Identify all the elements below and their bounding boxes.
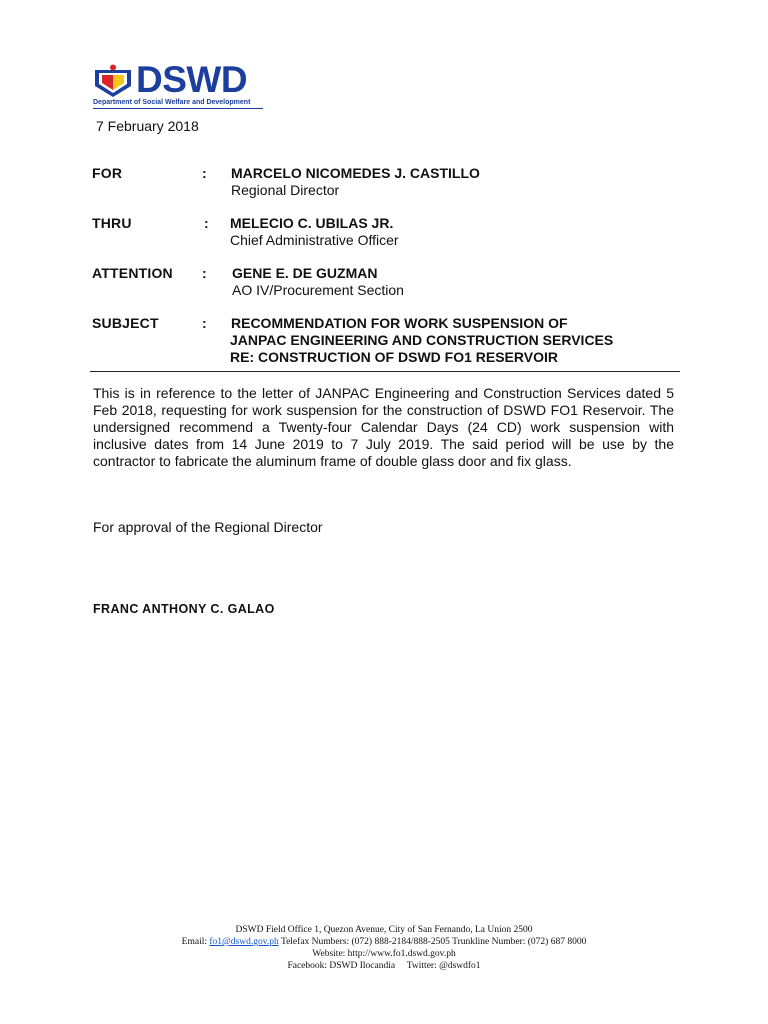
thru-colon: : [204, 215, 209, 231]
for-colon: : [202, 165, 207, 181]
subject-line: RE: CONSTRUCTION OF DSWD FO1 RESERVOIR [230, 349, 558, 365]
attention-colon: : [202, 265, 207, 281]
logo-subtitle: Department of Social Welfare and Development [93, 99, 251, 106]
subject-colon: : [202, 315, 207, 331]
dswd-logo [92, 59, 264, 110]
page-footer [0, 924, 768, 972]
footer-email-link[interactable]: fo1@dswd.gov.ph [209, 937, 279, 947]
for-label: FOR [92, 165, 123, 181]
subject-line: JANPAC ENGINEERING AND CONSTRUCTION SERVICES [230, 332, 614, 348]
memo-date: 7 February 2018 [96, 118, 199, 134]
logo-wordmark: DSWD [136, 59, 248, 100]
signatory-name: FRANC ANTHONY C. GALAO [93, 602, 275, 616]
footer-website: Website: http://www.fo1.dswd.gov.ph [312, 949, 456, 959]
subject-divider [90, 371, 680, 372]
approval-line: For approval of the Regional Director [93, 519, 323, 535]
attention-label: ATTENTION [92, 265, 173, 281]
thru-title: Chief Administrative Officer [230, 232, 399, 248]
body-paragraph: This is in reference to the letter of JANPAC Engineering and Construction Services dated 5 Feb 2018, requesting for work suspension for the construction of DSWD FO1 Reservoir. The undersigned recommend a Twenty-four Calendar Days (24 CD) work suspension with inclusive dates from 14 June 2019 to 7 July 2019. The said period will be use by the contractor to fabricate the aluminum frame of double glass door and fix glass. [93, 385, 674, 469]
for-title: Regional Director [231, 182, 340, 198]
footer-address: DSWD Field Office 1, Quezon Avenue, City of San Fernando, La Union 2500 [235, 925, 533, 935]
thru-name: MELECIO C. UBILAS JR. [230, 215, 394, 231]
subject-text [230, 315, 613, 366]
footer-phones: Telefax Numbers: (072) 888-2184/888-2505 Trunkline Number: (072) 687 8000 [280, 937, 587, 947]
logo-underline [93, 108, 263, 109]
subject-line: RECOMMENDATION FOR WORK SUSPENSION OF [231, 315, 568, 331]
attention-name: GENE E. DE GUZMAN [232, 265, 378, 281]
thru-label: THRU [92, 215, 132, 231]
subject-label: SUBJECT [92, 315, 159, 331]
dswd-emblem-icon [93, 64, 133, 98]
for-name: MARCELO NICOMEDES J. CASTILLO [231, 165, 480, 181]
footer-email-label: Email: [181, 937, 207, 947]
footer-contact [0, 936, 768, 948]
footer-social: Facebook: DSWD Ilocandia Twitter: @dswdfo1 [287, 961, 481, 971]
attention-title: AO IV/Procurement Section [232, 282, 404, 298]
